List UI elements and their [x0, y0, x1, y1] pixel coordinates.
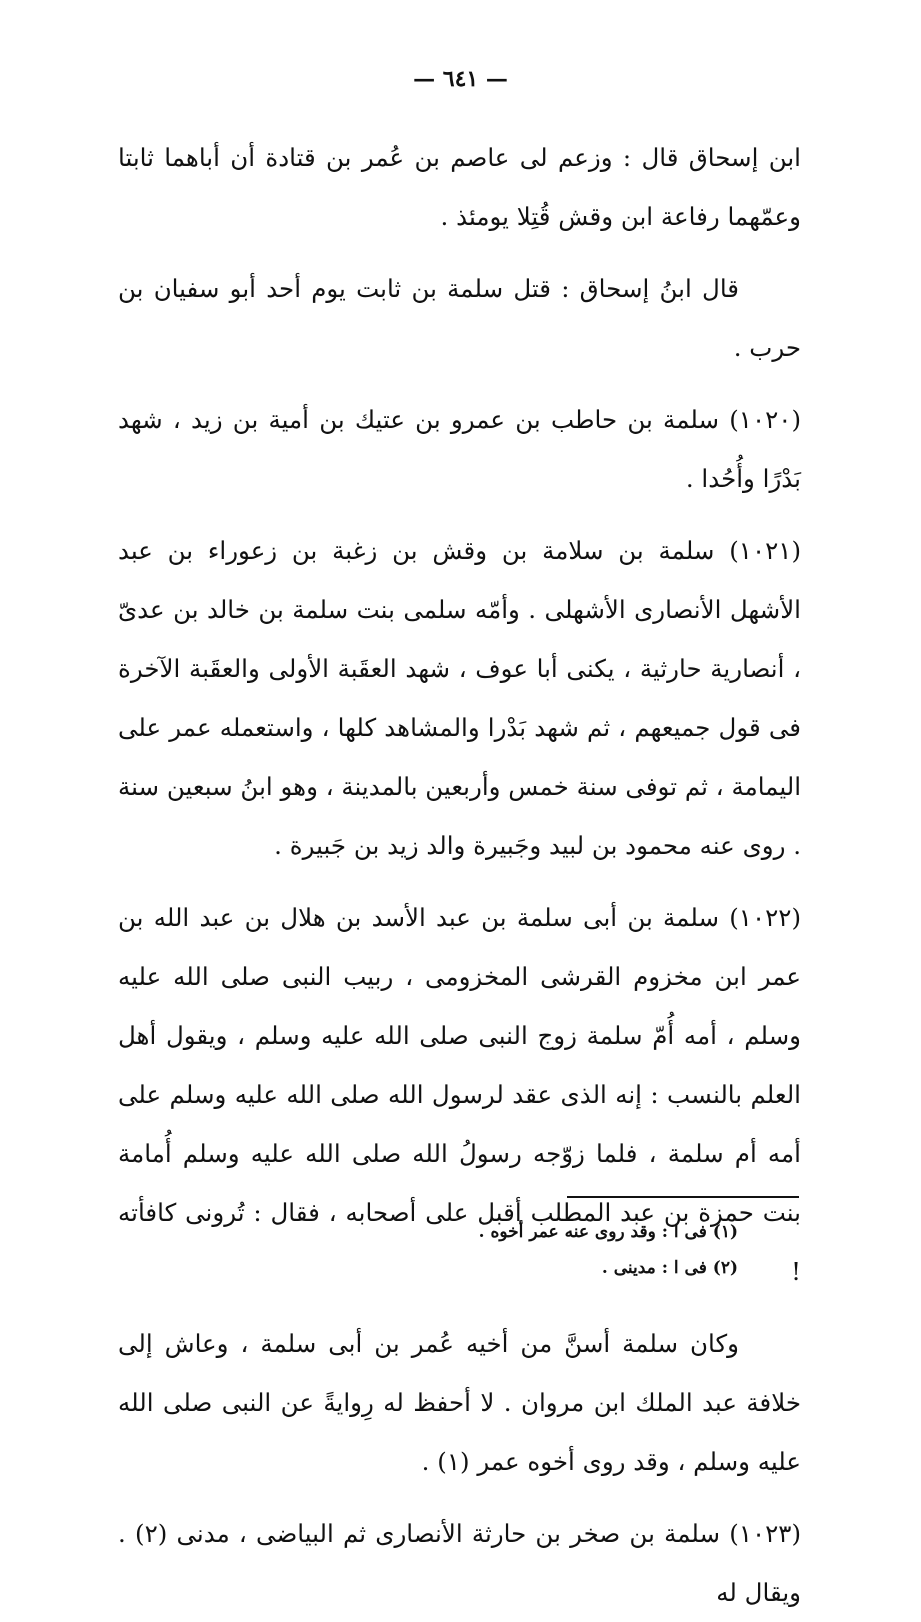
entry-1023: (١٠٢٣) سلمة بن صخر بن حارثة الأنصارى ثم البياضى ، مدنى (٢) . ويقال له — [118, 1519, 802, 1607]
page-number: — ٦٤١ — — [413, 66, 508, 92]
footnote-1: (١) فى ا : وقد روى عنه عمر أخوه . — [478, 1222, 738, 1242]
paragraph-salama-bin-thabit: قال ابنُ إسحاق : قتل سلمة بن ثابت يوم أحد أبو سفيان بن حرب . — [118, 274, 801, 362]
entry-1020: (١٠٢٠) سلمة بن حاطب بن عمرو بن عتيك بن أمية بن زيد ، شهد بَدْرًا وأُحُدا . — [118, 405, 801, 493]
entry-1021: (١٠٢١) سلمة بن سلامة بن وقش بن زغبة بن زعوراء بن عبد الأشهل الأنصارى الأشهلى . وأمّه سلمى بنت سلمة بن خالد بن عدىّ ، أنصارية حارثية ، يكنى أبا عوف ، شهد العقَبة الأولى والعقَبة الآخرة فى قول جميعهم ، ثم شهد بَدْرا والمشاهد كلها ، واستعمله عمر على اليمامة ، ثم توفى سنة خمس وأربعين بالمدينة ، وهو ابنُ سبعين سنة . روى عنه محمود بن لبيد وجَبيرة والد زيد بن جَبيرة . — [118, 536, 801, 860]
paragraph-ibn-ishaq-asim: ابن إسحاق قال : وزعم لى عاصم بن عُمر بن قتادة أن أباهما ثابتا وعمّهما رفاعة ابن وقش قُتِلا يومئذ . — [118, 143, 801, 231]
entry-1022: (١٠٢٢) سلمة بن أبى سلمة بن عبد الأسد بن هلال بن عبد الله بن عمر ابن مخزوم القرشى المخزومى ، ربيب النبى صلى الله عليه وسلم ، أمه أُمّ سلمة زوج النبى صلى الله عليه وسلم ، ويقول أهل العلم بالنسب : إنه الذى عقد لرسول الله صلى الله عليه وسلم على أمه أم سلمة ، فلما زوّجه رسولُ الله صلى الله عليه وسلم أُمامة بنت حمزة بن عبد المطلب أقبل على أصحابه ، فقال : تُرونى كافأته ! — [118, 903, 801, 1286]
footnote-divider — [567, 1196, 799, 1198]
footnotes — [300, 1214, 738, 1286]
footnote-2: (٢) فى ا : مدينى . — [601, 1258, 738, 1278]
paragraph-salama-elder-brother: وكان سلمة أسنَّ من أخيه عُمر بن أبى سلمة ، وعاش إلى خلافة عبد الملك ابن مروان . لا أحفظ له رِوايةً عن النبى صلى الله عليه وسلم ، وقد روى أخوه عمر (١) . — [118, 1329, 801, 1476]
main-text — [118, 128, 801, 1622]
